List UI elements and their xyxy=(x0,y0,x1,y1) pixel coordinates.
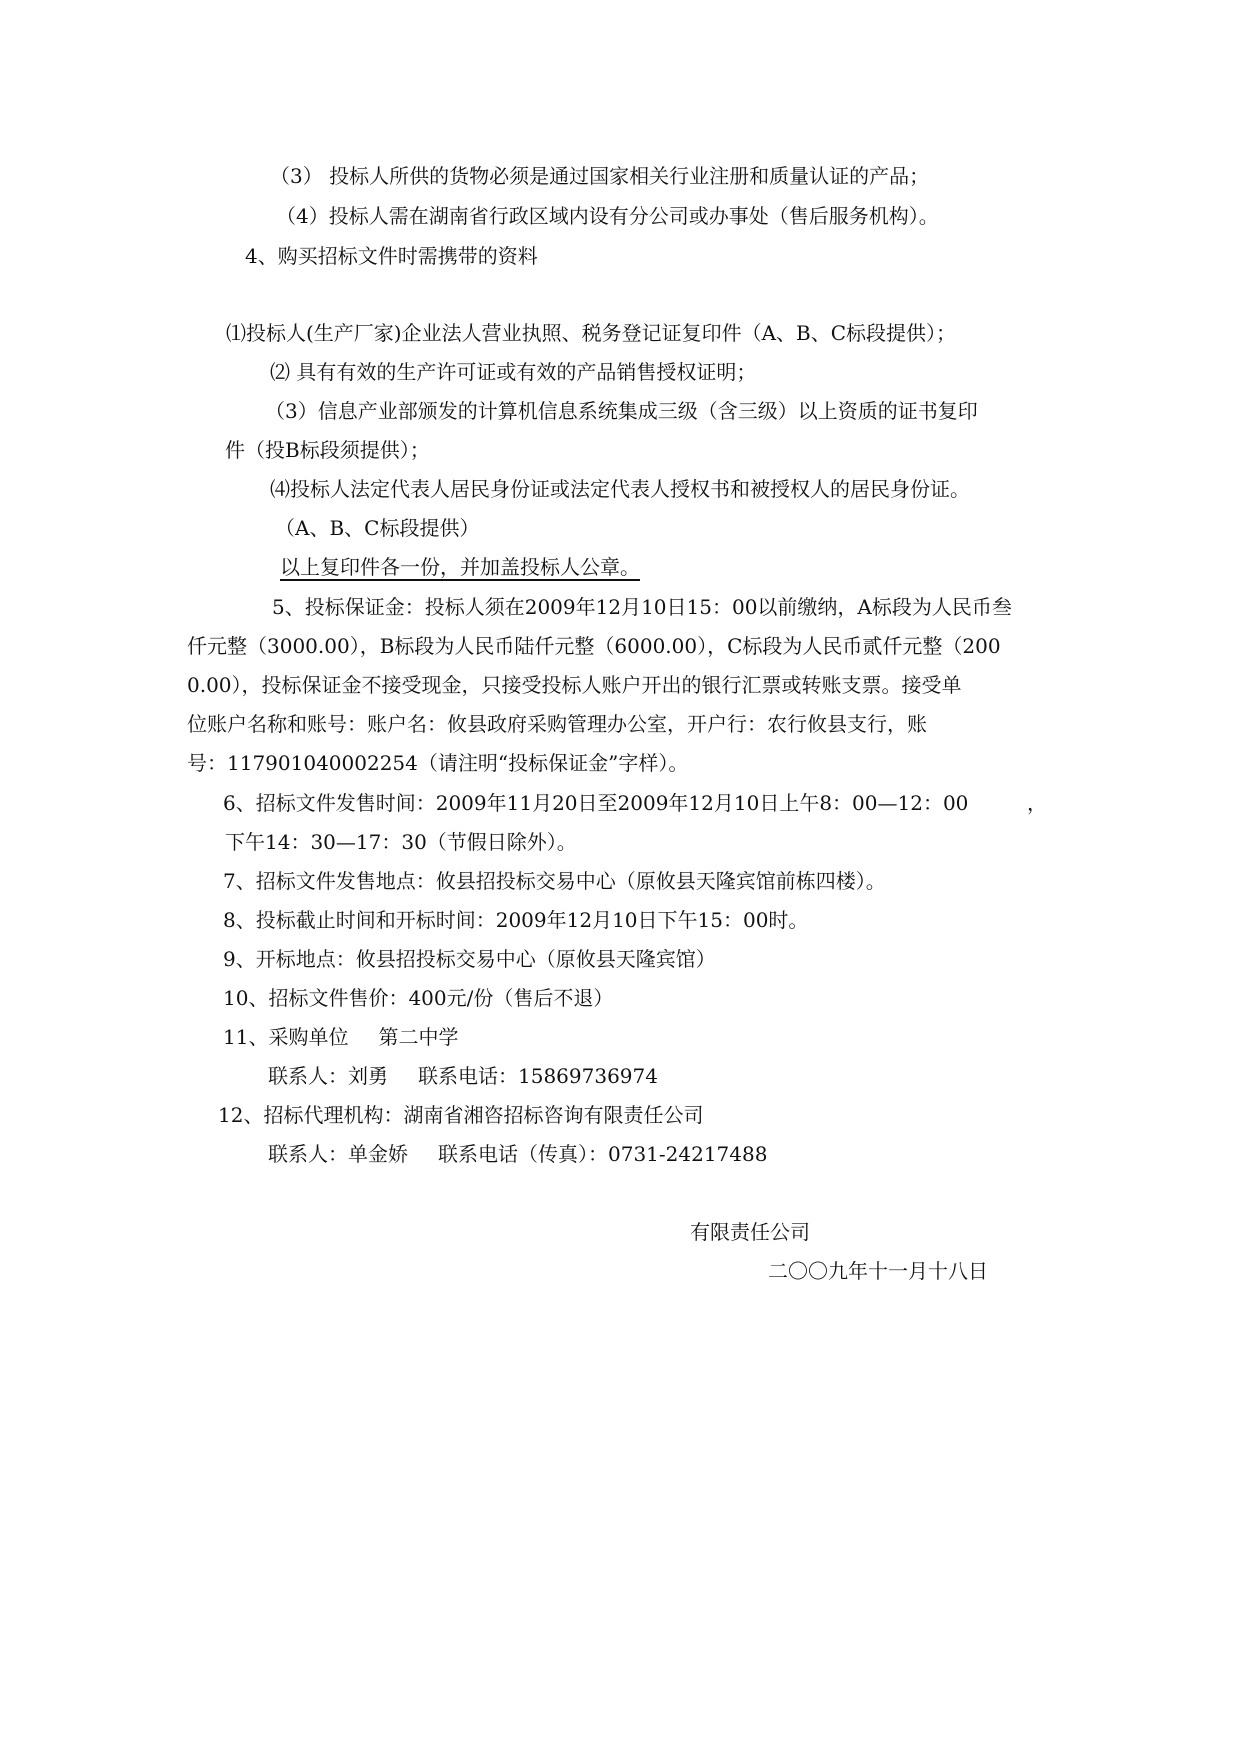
section-5-line-2: 仟元整（3000.00），B标段为人民币陆仟元整（6000.00），C标段为人民币贰仟元整（200 xyxy=(187,634,1001,658)
section-11-contact xyxy=(268,1063,658,1089)
section-4-title: 4、购买招标文件时需携带的资料 xyxy=(245,244,538,268)
section-6-line-1-tail: ， xyxy=(1027,791,1047,815)
section-11-phone: 15869736974 xyxy=(518,1064,658,1088)
signature-company: 有限责任公司 xyxy=(690,1220,810,1244)
section-11-purchaser xyxy=(223,1024,458,1050)
section-9: 9、开标地点：攸县招投标交易中心（原攸县天隆宾馆） xyxy=(223,947,716,971)
document-2: ⑵ 具有有效的生产许可证或有效的产品销售授权证明； xyxy=(270,360,757,384)
signature-date: 二〇〇九年十一月十八日 xyxy=(768,1259,988,1283)
section-11-label: 11、采购单位 xyxy=(223,1025,349,1049)
section-8: 8、投标截止时间和开标时间：2009年12月10日下午15：00时。 xyxy=(223,908,809,932)
section-5-line-4: 位账户名称和账号：账户名：攸县政府采购管理办公室，开户行：农行攸县支行，账 xyxy=(187,712,927,736)
section-12-phone: 0731-24217488 xyxy=(608,1142,768,1166)
section-12-agency: 12、招标代理机构：湖南省湘咨招标咨询有限责任公司 xyxy=(218,1103,704,1127)
copies-note: 以上复印件各一份，并加盖投标人公章。 xyxy=(280,555,640,579)
section-12-phone-label: 联系电话（传真）： xyxy=(438,1142,608,1166)
document-1: ⑴投标人(生产厂家)企业法人营业执照、税务登记证复印件（A、B、C标段提供）； xyxy=(226,321,957,345)
requirement-4: （4）投标人需在湖南省行政区域内设有分公司或办事处（售后服务机构）。 xyxy=(276,204,939,228)
document-4-line-1: ⑷投标人法定代表人居民身份证或法定代表人授权书和被授权人的居民身份证。 xyxy=(270,477,970,501)
section-7: 7、招标文件发售地点：攸县招投标交易中心（原攸县天隆宾馆前栋四楼）。 xyxy=(223,869,886,893)
section-6-line-1: 6、招标文件发售时间：2009年11月20日至2009年12月10日上午8：00—12：00 xyxy=(223,791,969,815)
section-10: 10、招标文件售价：400元/份（售后不退） xyxy=(223,986,614,1010)
section-11-phone-label: 联系电话： xyxy=(418,1064,518,1088)
section-6-line-2: 下午14：30—17：30（节假日除外）。 xyxy=(225,830,577,854)
section-11-contact-person: 联系人：刘勇 xyxy=(268,1064,388,1088)
section-11-value: 第二中学 xyxy=(378,1025,459,1049)
section-5-line-1: 5、投标保证金：投标人须在2009年12月10日15：00以前缴纳，A标段为人民币叁 xyxy=(272,595,1012,619)
section-12-contact xyxy=(268,1141,767,1167)
section-5-line-3: 0.00），投标保证金不接受现金，只接受投标人账户开出的银行汇票或转账支票。接受单 xyxy=(187,673,962,697)
document-3-line-2: 件（投B标段须提供）； xyxy=(225,438,430,462)
requirement-3: （3） 投标人所供的货物必须是通过国家相关行业注册和质量认证的产品； xyxy=(270,164,930,188)
document-4-line-2: （A、B、C标段提供） xyxy=(275,516,480,540)
section-5-line-5: 号：117901040002254（请注明“投标保证金”字样）。 xyxy=(187,751,689,775)
document-3-line-1: （3）信息产业部颁发的计算机信息系统集成三级（含三级）以上资质的证书复印 xyxy=(265,399,978,423)
section-12-contact-person: 联系人：单金娇 xyxy=(268,1142,408,1166)
